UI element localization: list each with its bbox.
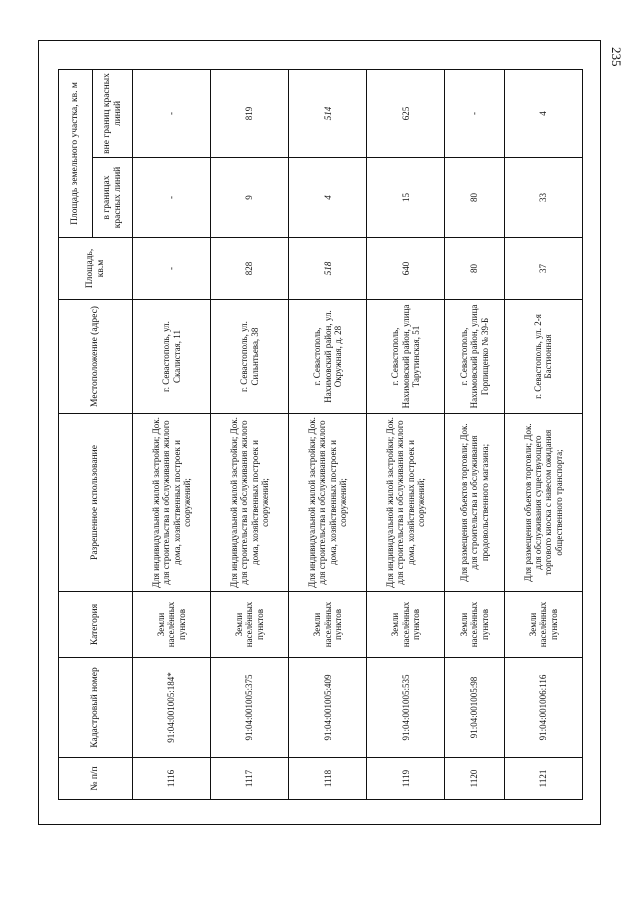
cell-outside: - bbox=[133, 69, 211, 157]
land-plots-table bbox=[58, 69, 583, 800]
cell-permitted-use: Для индивидуальной жилой застройки; Док. для строительства и обслуживания жилого дома, хозяйственных построек и сооружений; bbox=[211, 414, 289, 592]
cell-num: 1120 bbox=[445, 758, 505, 800]
header-category: Категория bbox=[59, 592, 133, 658]
rotated-table-area bbox=[58, 70, 583, 800]
cell-area: 37 bbox=[504, 238, 582, 300]
header-area: Площадь, кв.м bbox=[59, 238, 133, 300]
cell-inside: 9 bbox=[211, 158, 289, 238]
cell-cadastral: 91:04:001005:535 bbox=[367, 658, 445, 758]
cell-inside: 33 bbox=[504, 158, 582, 238]
header-inside-red: в границах красных линий bbox=[93, 158, 133, 238]
rotated-table-container bbox=[58, 70, 583, 800]
cell-category: Земли населённых пунктов bbox=[133, 592, 211, 658]
cell-num: 1117 bbox=[211, 758, 289, 800]
cell-num: 1118 bbox=[289, 758, 367, 800]
header-location: Местоположение (адрес) bbox=[59, 300, 133, 414]
table-row bbox=[133, 69, 211, 799]
cell-inside: - bbox=[133, 158, 211, 238]
cell-location: г. Севастополь, Нахимовский район, улица Тарутинская, 51 bbox=[367, 300, 445, 414]
cell-inside: 15 bbox=[367, 158, 445, 238]
cell-outside: 4 bbox=[504, 69, 582, 157]
cell-num: 1119 bbox=[367, 758, 445, 800]
cell-permitted-use: Для индивидуальной жилой застройки; Док. для строительства и обслуживания жилого дома, хозяйственных построек и сооружений; bbox=[367, 414, 445, 592]
cell-location: г. Севастополь, ул. Скалистая, 11 bbox=[133, 300, 211, 414]
cell-permitted-use: Для индивидуальной жилой застройки; Док. для строительства и обслуживания жилого дома, хозяйственных построек и сооружений; bbox=[133, 414, 211, 592]
cell-category: Земли населённых пунктов bbox=[504, 592, 582, 658]
cell-location: г. Севастополь, ул. 2-я Бастионная bbox=[504, 300, 582, 414]
cell-area: 80 bbox=[445, 238, 505, 300]
header-num: № п/п bbox=[59, 758, 133, 800]
cell-outside: 514 bbox=[289, 69, 367, 157]
cell-outside: 819 bbox=[211, 69, 289, 157]
header-permitted-use: Разрешенное использование bbox=[59, 414, 133, 592]
table-row bbox=[367, 69, 445, 799]
cell-cadastral: 91:04:001006:116 bbox=[504, 658, 582, 758]
cell-num: 1121 bbox=[504, 758, 582, 800]
cell-outside: - bbox=[445, 69, 505, 157]
cell-inside: 4 bbox=[289, 158, 367, 238]
cell-location: г. Севастополь, Нахимовский район, ул. Окружная, д. 28 bbox=[289, 300, 367, 414]
cell-permitted-use: Для размещения объектов торговли; Док. для строительства и обслуживания продовольственного магазина; bbox=[445, 414, 505, 592]
table-row bbox=[504, 69, 582, 799]
header-cadastral: Кадастровый номер bbox=[59, 658, 133, 758]
cell-area: 518 bbox=[289, 238, 367, 300]
cell-num: 1116 bbox=[133, 758, 211, 800]
cell-permitted-use: Для индивидуальной жилой застройки; Док. для строительства и обслуживания жилого дома, хозяйственных построек и сооружений; bbox=[289, 414, 367, 592]
cell-area: - bbox=[133, 238, 211, 300]
table-row bbox=[289, 69, 367, 799]
cell-area: 640 bbox=[367, 238, 445, 300]
cell-category: Земли населённых пунктов bbox=[445, 592, 505, 658]
cell-location: г. Севастополь, Нахимовский район, улица Горпищенко № 39-Б bbox=[445, 300, 505, 414]
cell-cadastral: 91:04:001005:375 bbox=[211, 658, 289, 758]
table-row bbox=[445, 69, 505, 799]
cell-cadastral: 91:04:001005:409 bbox=[289, 658, 367, 758]
cell-location: г. Севастополь, ул. Сильнтьева, 38 bbox=[211, 300, 289, 414]
table-row bbox=[211, 69, 289, 799]
cell-outside: 625 bbox=[367, 69, 445, 157]
header-plot-area: Площадь земельного участка, кв. м bbox=[59, 69, 93, 237]
page-number: 235 bbox=[609, 47, 624, 67]
cell-cadastral: 91:04:001005:98 bbox=[445, 658, 505, 758]
cell-category: Земли населённых пунктов bbox=[289, 592, 367, 658]
cell-category: Земли населённых пунктов bbox=[367, 592, 445, 658]
cell-cadastral: 91:04:001005:184* bbox=[133, 658, 211, 758]
cell-inside: 80 bbox=[445, 158, 505, 238]
cell-area: 828 bbox=[211, 238, 289, 300]
header-outside-red: вне границ красных линий bbox=[93, 69, 133, 157]
cell-category: Земли населённых пунктов bbox=[211, 592, 289, 658]
cell-permitted-use: Для размещения объектов торговли; Док. для обслуживания существующего торгового киоска с навесом ожидания общественного транспорта; bbox=[504, 414, 582, 592]
